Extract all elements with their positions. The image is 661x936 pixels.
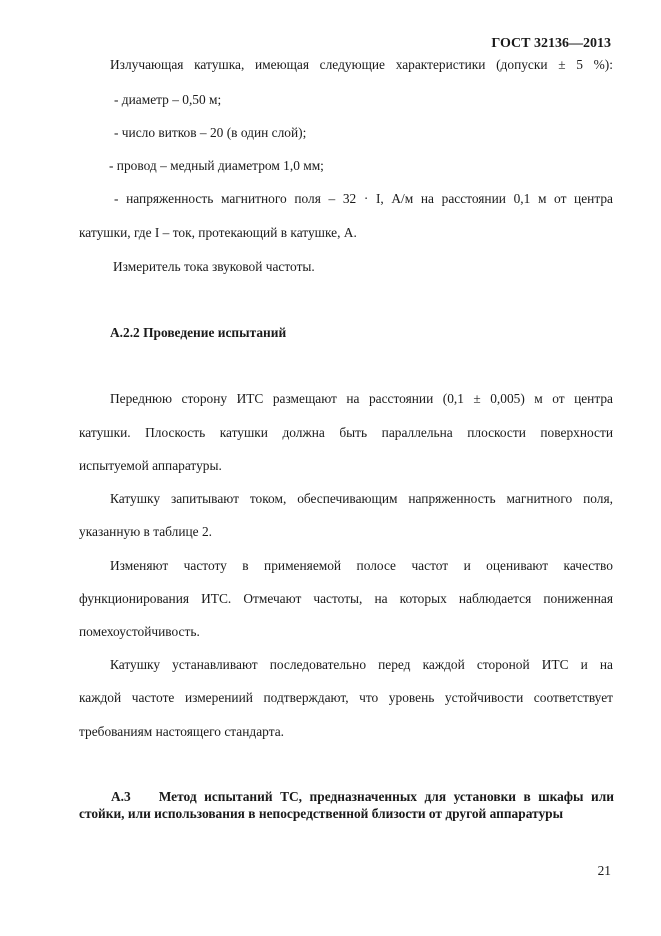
section-a3-title: Метод испытаний ТС, предназначенных для установки в шкафы или стойки, или использования в непосредственной близости от другой аппаратуры — [79, 789, 614, 821]
body-line: катушки. Плоскость катушки должна быть параллельна плоскости поверхности — [79, 425, 613, 440]
page-number: 21 — [597, 863, 611, 878]
section-a3-heading — [79, 789, 614, 822]
body-line: указанную в таблице 2. — [79, 524, 213, 539]
body-line: Катушку запитывают током, обеспечивающим напряженность магнитного поля, — [110, 491, 613, 506]
coil-item-turns: - число витков – 20 (в один слой); — [114, 125, 307, 140]
body-line: каждой частоте измерениий подтверждают, что уровень устойчивости соответствует — [79, 690, 613, 705]
body-line: Катушку устанавливают последовательно перед каждой стороной ИТС и на — [110, 657, 613, 672]
body-line: Переднюю сторону ИТС размещают на расстоянии (0,1 ± 0,005) м от центра — [110, 391, 613, 406]
body-line: Изменяют частоту в применяемой полосе частот и оценивают качество — [110, 558, 613, 573]
coil-item-wire: - провод – медный диаметром 1,0 мм; — [109, 158, 324, 173]
body-line: испытуемой аппаратуры. — [79, 458, 222, 473]
body-line: помехоустойчивость. — [79, 624, 200, 639]
section-a3-number: А.3 — [111, 789, 131, 804]
meter-line: Измеритель тока звуковой частоты. — [113, 259, 315, 274]
coil-intro: Излучающая катушка, имеющая следующие характеристики (допуски ± 5 %): — [110, 57, 613, 72]
coil-item-field-strength: - напряженность магнитного поля – 32 · I, А/м на расстоянии 0,1 м от центра — [114, 191, 613, 206]
body-line: требованиям настоящего стандарта. — [79, 724, 284, 739]
page-header-standard: ГОСТ 32136—2013 — [491, 36, 611, 51]
section-a22-title: А.2.2 Проведение испытаний — [110, 325, 287, 340]
body-line: функционирования ИТС. Отмечают частоты, на которых наблюдается пониженная — [79, 591, 613, 606]
coil-item-diameter: - диаметр – 0,50 м; — [114, 92, 222, 107]
coil-item-current-note: катушки, где I – ток, протекающий в катушке, А. — [79, 225, 357, 240]
